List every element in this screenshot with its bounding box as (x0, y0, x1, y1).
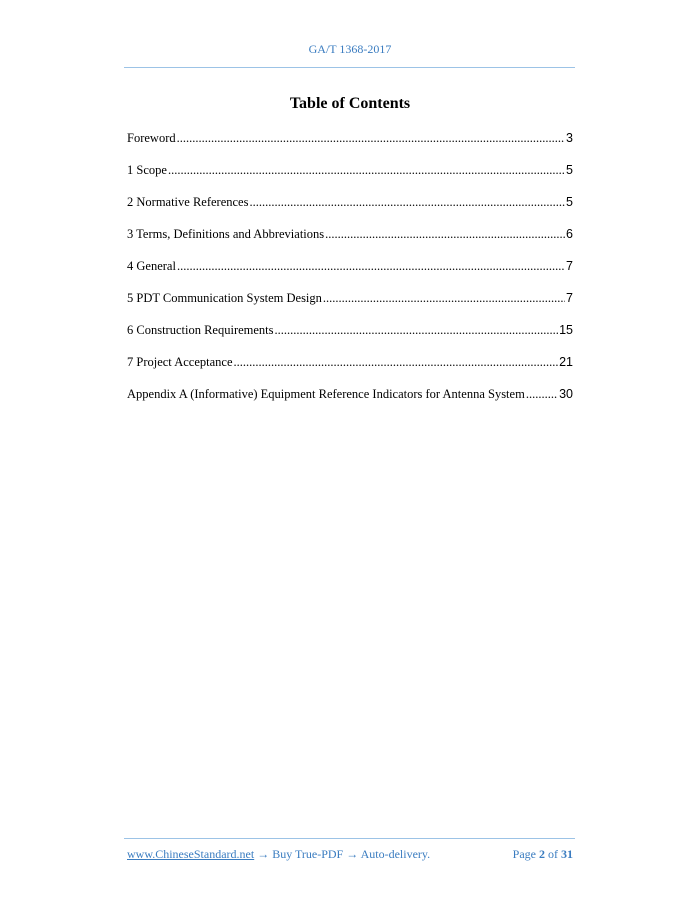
page-of: of (548, 847, 558, 861)
page-current: 2 (539, 847, 545, 861)
toc-entry-page: 7 (566, 291, 573, 305)
toc-entry-label: 2 Normative References (127, 195, 249, 209)
toc-dot-leader (177, 131, 565, 146)
toc-entry-page: 3 (566, 131, 573, 145)
page-word: Page (512, 847, 536, 861)
toc-entry-pdt-system-design[interactable] (127, 291, 573, 323)
toc-entry-label: 3 Terms, Definitions and Abbreviations (127, 227, 325, 241)
document-header (0, 42, 700, 57)
toc-entry-label: 1 Scope (127, 163, 167, 177)
toc-entry-label: 5 PDT Communication System Design (127, 291, 322, 305)
toc-entry-page: 7 (566, 259, 573, 273)
toc-entry-normative-references[interactable] (127, 195, 573, 227)
arrow-right-icon: → (346, 847, 359, 861)
table-of-contents (127, 131, 573, 419)
toc-entry-foreword[interactable] (127, 131, 573, 163)
toc-title: Table of Contents (289, 95, 411, 112)
footer-divider (124, 838, 575, 839)
toc-entry-scope[interactable] (127, 163, 573, 195)
toc-entry-appendix-a[interactable] (127, 387, 573, 419)
toc-entry-page: 5 (566, 195, 573, 209)
toc-entry-page: 30 (559, 387, 573, 401)
toc-entry-terms-definitions[interactable] (127, 227, 573, 259)
toc-entry-page: 5 (566, 163, 573, 177)
header-divider (124, 67, 575, 68)
toc-dot-leader (526, 387, 558, 402)
website-link[interactable]: www.ChineseStandard.net (127, 847, 255, 861)
footer-promo (127, 847, 430, 862)
toc-dot-leader (168, 163, 565, 178)
toc-entry-page: 15 (559, 323, 573, 337)
toc-entry-general[interactable] (127, 259, 573, 291)
page-total: 31 (561, 847, 573, 861)
toc-entry-label: 6 Construction Requirements (127, 323, 274, 337)
toc-dot-leader (323, 291, 565, 306)
toc-dot-leader (275, 323, 559, 338)
toc-entry-construction-requirements[interactable] (127, 323, 573, 355)
toc-dot-leader (325, 227, 565, 242)
toc-dot-leader (177, 259, 565, 274)
toc-dot-leader (249, 195, 565, 210)
toc-entry-label: 7 Project Acceptance (127, 355, 233, 369)
toc-dot-leader (234, 355, 559, 370)
toc-entry-project-acceptance[interactable] (127, 355, 573, 387)
arrow-right-icon: → (257, 847, 270, 861)
page-indicator (513, 847, 573, 862)
buy-true-pdf-text: Buy True-PDF (272, 847, 344, 861)
toc-entry-label: 4 General (127, 259, 176, 273)
toc-entry-page: 6 (566, 227, 573, 241)
toc-entry-label: Appendix A (Informative) Equipment Reference Indicators for Antenna System (127, 387, 525, 401)
auto-delivery-text: Auto-delivery. (360, 847, 431, 861)
toc-entry-page: 21 (559, 355, 573, 369)
standard-code: GA/T 1368-2017 (308, 42, 392, 56)
toc-entry-label: Foreword (127, 131, 176, 145)
